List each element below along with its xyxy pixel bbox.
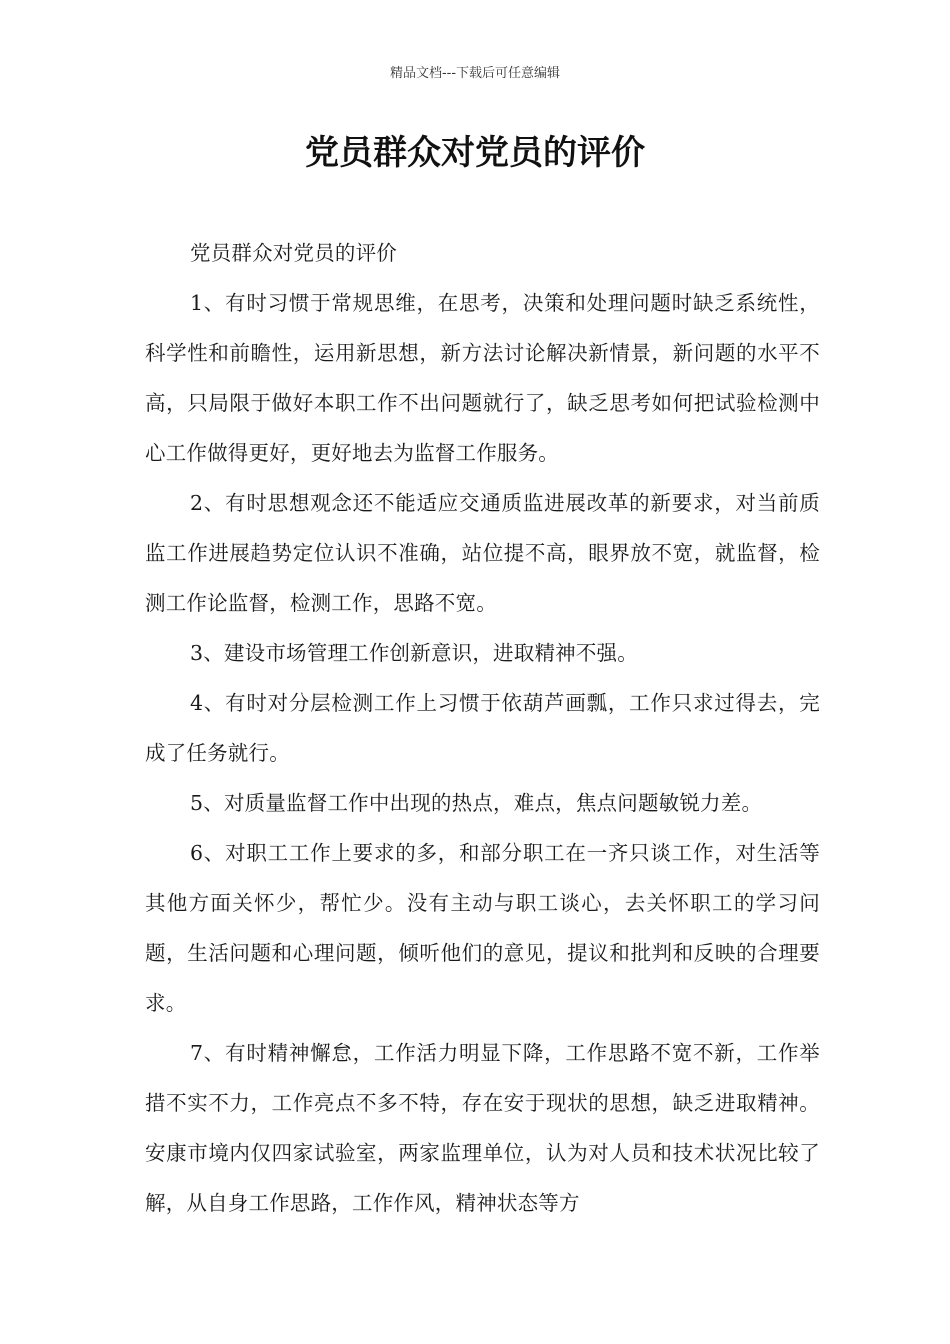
paragraph-5: 5、对质量监督工作中出现的热点，难点，焦点问题敏锐力差。	[190, 791, 763, 815]
paragraph-2: 2、有时思想观念还不能适应交通质监进展改革的新要求，对当前质监工作进展趋势定位认识不准确，站位提不高，眼界放不宽，就监督，检测工作论监督，检测工作，思路不宽。	[145, 491, 820, 615]
document-body	[145, 228, 820, 1228]
page-title: 党员群众对党员的评价	[305, 133, 645, 173]
document-subtitle: 党员群众对党员的评价	[190, 241, 397, 265]
paragraph-3: 3、建设市场管理工作创新意识，进取精神不强。	[190, 641, 638, 665]
paragraph-6: 6、对职工工作上要求的多，和部分职工在一齐只谈工作，对生活等其他方面关怀少，帮忙少。没有主动与职工谈心，去关怀职工的学习问题，生活问题和心理问题，倾听他们的意见，提议和批判和反映的合理要求。	[145, 841, 820, 1015]
paragraph-7: 7、有时精神懈怠，工作活力明显下降，工作思路不宽不新，工作举措不实不力，工作亮点不多不特，存在安于现状的思想，缺乏进取精神。安康市境内仅四家试验室，两家监理单位，认为对人员和技术状况比较了解，从自身工作思路，工作作风，精神状态等方	[145, 1041, 820, 1215]
paragraph-4: 4、有时对分层检测工作上习惯于依葫芦画瓢，工作只求过得去，完成了任务就行。	[145, 691, 820, 765]
header-note: 精品文档---下载后可任意编辑	[389, 66, 561, 81]
paragraph-1: 1、有时习惯于常规思维，在思考，决策和处理问题时缺乏系统性，科学性和前瞻性，运用新思想，新方法讨论解决新情景，新问题的水平不高，只局限于做好本职工作不出问题就行了，缺乏思考如何把试验检测中心工作做得更好，更好地去为监督工作服务。	[145, 291, 820, 465]
